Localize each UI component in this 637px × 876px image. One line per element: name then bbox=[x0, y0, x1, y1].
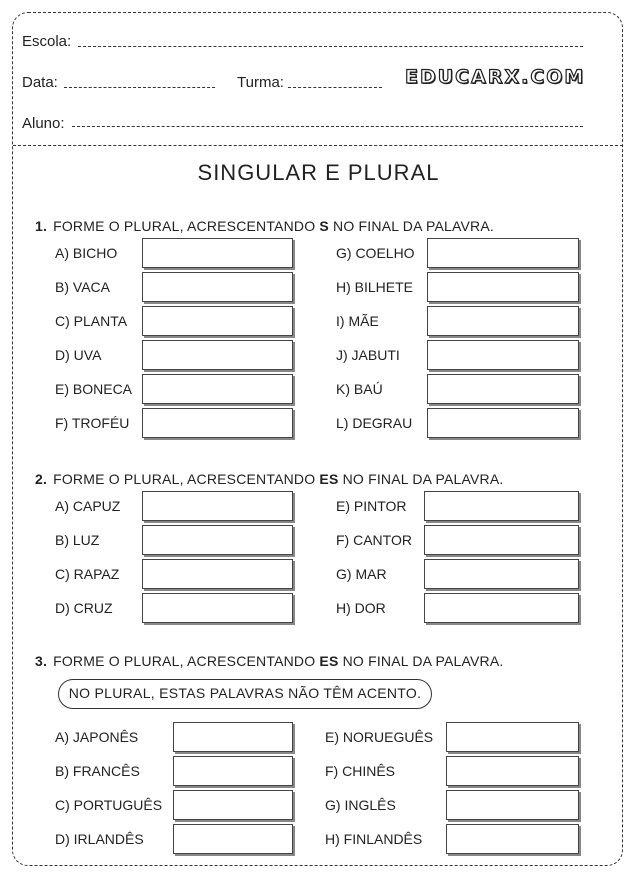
q1-right-word-4: K) BAÚ bbox=[336, 381, 383, 397]
q1-right-answer-box-5[interactable] bbox=[427, 408, 579, 438]
q3-right-answer-box-0[interactable] bbox=[446, 722, 579, 752]
data-label: Data: bbox=[22, 74, 58, 91]
q1-right-word-0: G) COELHO bbox=[336, 245, 415, 261]
turma-label: Turma: bbox=[237, 74, 284, 91]
q3-right-answer-box-1[interactable] bbox=[446, 756, 579, 786]
q3-right-word-1: F) CHINÊS bbox=[325, 763, 395, 779]
q2-right-answer-box-1[interactable] bbox=[424, 525, 579, 555]
q3-right-word-3: H) FINLANDÊS bbox=[325, 831, 423, 847]
q1-left-answer-box-0[interactable] bbox=[142, 238, 293, 268]
q1-text-before: FORME O PLURAL, ACRESCENTANDO bbox=[53, 218, 320, 234]
q1-left-word-0: A) BICHO bbox=[55, 245, 118, 261]
q3-suffix: ES bbox=[319, 653, 339, 669]
q2-left-answer-box-0[interactable] bbox=[142, 491, 293, 521]
q1-right-word-5: L) DEGRAU bbox=[336, 415, 413, 431]
q2-left-word-0: A) CAPUZ bbox=[55, 498, 121, 514]
q3-left-answer-box-1[interactable] bbox=[173, 756, 293, 786]
q3-left-word-2: C) PORTUGUÊS bbox=[55, 797, 163, 813]
q1-suffix: S bbox=[319, 218, 329, 234]
q1-left-word-1: B) VACA bbox=[55, 279, 110, 295]
q1-left-answer-box-5[interactable] bbox=[142, 408, 293, 438]
q1-right-word-3: J) JABUTI bbox=[336, 347, 400, 363]
q3-right-word-2: G) INGLÊS bbox=[325, 797, 396, 813]
q3-right-answer-box-3[interactable] bbox=[446, 824, 579, 854]
q1-right-answer-box-3[interactable] bbox=[427, 340, 579, 370]
q1-left-word-4: E) BONECA bbox=[55, 381, 133, 397]
q2-left-word-3: D) CRUZ bbox=[55, 600, 113, 616]
data-field[interactable] bbox=[64, 87, 215, 88]
q1-number: 1. bbox=[35, 218, 48, 234]
q2-left-answer-box-3[interactable] bbox=[142, 593, 293, 623]
q1-left-word-2: C) PLANTA bbox=[55, 313, 128, 329]
q2-right-answer-box-0[interactable] bbox=[424, 491, 579, 521]
q2-text-after: NO FINAL DA PALAVRA. bbox=[338, 471, 504, 487]
q1-left-answer-box-3[interactable] bbox=[142, 340, 293, 370]
q2-left-answer-box-2[interactable] bbox=[142, 559, 293, 589]
q1-right-answer-box-2[interactable] bbox=[427, 306, 579, 336]
aluno-field[interactable] bbox=[72, 126, 583, 127]
q1-instruction bbox=[35, 218, 494, 234]
q3-left-answer-box-3[interactable] bbox=[173, 824, 293, 854]
q2-right-word-2: G) MAR bbox=[336, 566, 387, 582]
q3-left-answer-box-2[interactable] bbox=[173, 790, 293, 820]
q3-number: 3. bbox=[35, 653, 48, 669]
q1-left-word-5: F) TROFÉU bbox=[55, 415, 130, 431]
q3-left-answer-box-0[interactable] bbox=[173, 722, 293, 752]
no-accent-notice: NO PLURAL, ESTAS PALAVRAS NÃO TÊM ACENTO. bbox=[58, 679, 432, 709]
q3-right-word-0: E) NORUEGUÊS bbox=[325, 729, 434, 745]
q1-right-answer-box-4[interactable] bbox=[427, 374, 579, 404]
escola-field[interactable] bbox=[78, 46, 583, 47]
q2-right-answer-box-2[interactable] bbox=[424, 559, 579, 589]
q3-instruction bbox=[35, 653, 504, 669]
q2-text-before: FORME O PLURAL, ACRESCENTANDO bbox=[53, 471, 320, 487]
q1-left-word-3: D) UVA bbox=[55, 347, 102, 363]
page-title: SINGULAR E PLURAL bbox=[197, 160, 440, 185]
q2-number: 2. bbox=[35, 471, 48, 487]
header-divider bbox=[13, 145, 623, 146]
q1-right-word-1: H) BILHETE bbox=[336, 279, 414, 295]
escola-label: Escola: bbox=[22, 33, 72, 50]
q2-right-word-1: F) CANTOR bbox=[336, 532, 412, 548]
q1-right-answer-box-0[interactable] bbox=[427, 238, 579, 268]
q2-left-word-1: B) LUZ bbox=[55, 532, 100, 548]
q3-text-after: NO FINAL DA PALAVRA. bbox=[338, 653, 504, 669]
q1-left-answer-box-4[interactable] bbox=[142, 374, 293, 404]
q1-left-answer-box-1[interactable] bbox=[142, 272, 293, 302]
q3-right-answer-box-2[interactable] bbox=[446, 790, 579, 820]
q3-left-word-0: A) JAPONÊS bbox=[55, 729, 139, 745]
aluno-label: Aluno: bbox=[22, 115, 65, 132]
q2-right-word-0: E) PINTOR bbox=[336, 498, 407, 514]
q3-left-word-1: B) FRANCÊS bbox=[55, 763, 140, 779]
q1-left-answer-box-2[interactable] bbox=[142, 306, 293, 336]
q2-right-answer-box-3[interactable] bbox=[424, 593, 579, 623]
q1-right-word-2: I) MÃE bbox=[336, 313, 379, 329]
q2-right-word-3: H) DOR bbox=[336, 600, 386, 616]
q2-left-answer-box-1[interactable] bbox=[142, 525, 293, 555]
turma-field[interactable] bbox=[288, 87, 382, 88]
q3-text-before: FORME O PLURAL, ACRESCENTANDO bbox=[53, 653, 320, 669]
q3-left-word-3: D) IRLANDÊS bbox=[55, 831, 144, 847]
q2-left-word-2: C) RAPAZ bbox=[55, 566, 120, 582]
q2-suffix: ES bbox=[319, 471, 339, 487]
q2-instruction bbox=[35, 471, 504, 487]
educarx-logo: EDUCARX.COM bbox=[405, 66, 586, 88]
q1-text-after: NO FINAL DA PALAVRA. bbox=[328, 218, 494, 234]
q1-right-answer-box-1[interactable] bbox=[427, 272, 579, 302]
